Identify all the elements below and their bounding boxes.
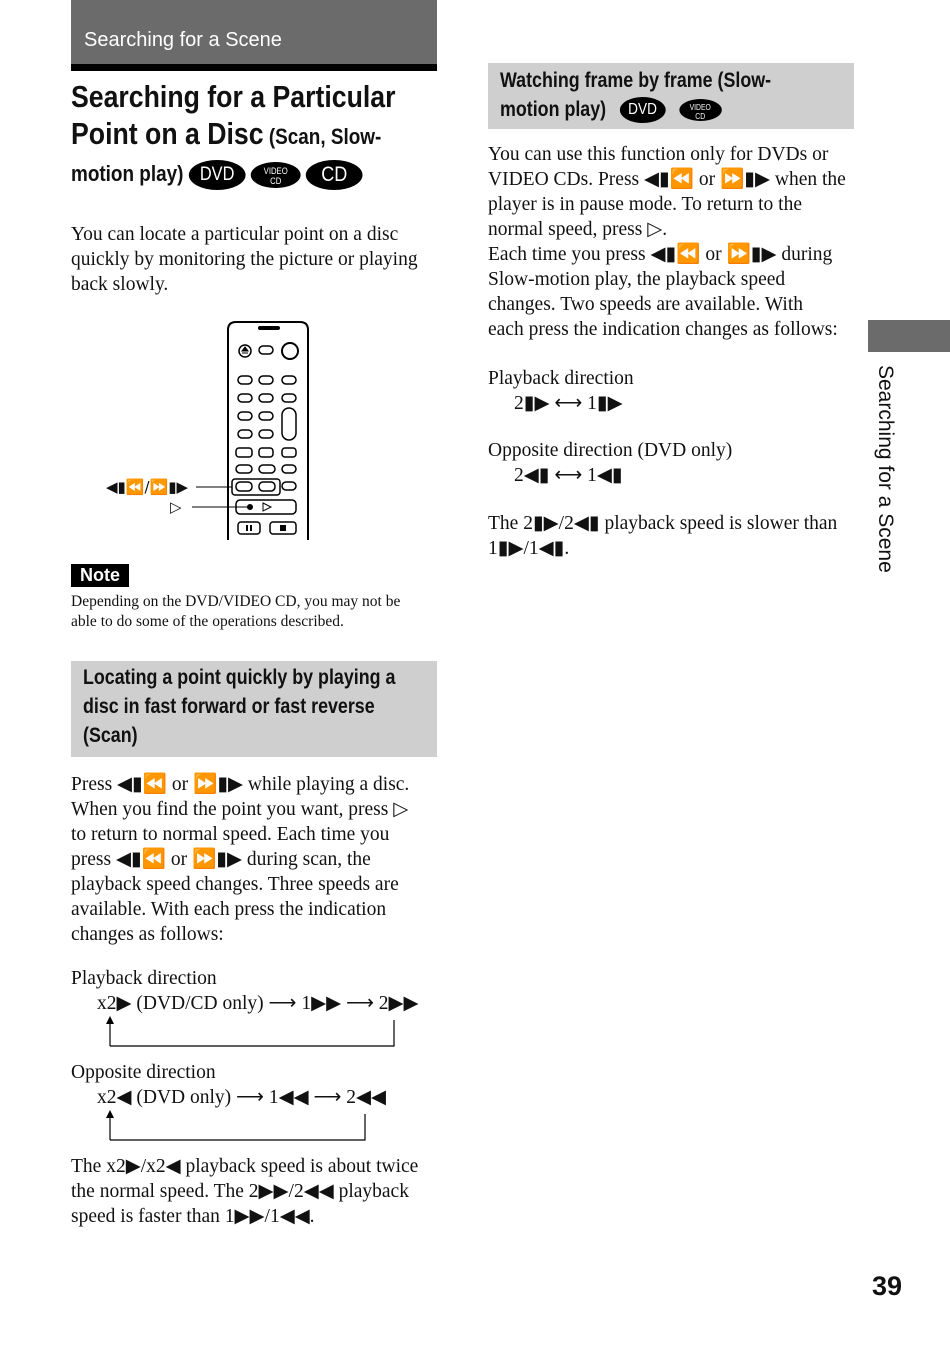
scan-reverse-sequence: x2◀ (DVD only) ⟶ 1◀◀ ⟶ 2◀◀: [97, 1087, 387, 1108]
scan-body-line: to return to normal speed. Each time you: [71, 824, 390, 845]
scan-body-line: changes as follows:: [71, 924, 224, 945]
section-header-label: Searching for a Scene: [84, 29, 282, 51]
slow-subheading: [488, 63, 854, 129]
slow-body-line: player is in pause mode. To return to the: [488, 194, 802, 215]
slow-body-line: You can use this function only for DVDs or: [488, 144, 829, 165]
note-line: able to do some of the operations described.: [71, 613, 344, 630]
slow-reverse-label: Opposite direction (DVD only): [488, 440, 733, 461]
section-header-bar: [71, 0, 437, 66]
scan-heading-line: (Scan): [83, 724, 138, 747]
scan-body: [71, 772, 443, 947]
remote-scan-label: ◀▮⏪/⏩▮▶: [106, 478, 188, 496]
side-tab-marker: [868, 320, 950, 352]
scan-reverse-label: Opposite direction: [71, 1062, 216, 1083]
slow-heading-line-2: [500, 95, 771, 124]
note-text: [71, 592, 441, 632]
intro-line: You can locate a particular point on a disc: [71, 224, 399, 245]
slow-forward-sequence: 2▮▶ ⟷ 1▮▶: [514, 393, 623, 414]
video-cd-badge-icon: [679, 99, 722, 121]
intro-paragraph: [71, 222, 443, 297]
scan-body-line: available. With each press the indication: [71, 899, 387, 920]
scan-footer-line: speed is faster than 1▶▶/1◀◀.: [71, 1206, 315, 1227]
slow-footer: [488, 511, 860, 561]
vcd-top: VIDEO: [689, 103, 711, 113]
page-number: 39: [872, 1271, 903, 1301]
slow-body-line: Each time you press ◀▮⏪ or ⏩▮▶ during: [488, 244, 833, 265]
vcd-bottom: CD: [695, 112, 706, 122]
remote-control-illustration: [100, 318, 320, 540]
intro-line: quickly by monitoring the picture or playing: [71, 249, 418, 270]
title-line-1: Searching for a Particular: [71, 79, 396, 114]
slow-body-line: VIDEO CDs. Press ◀▮⏪ or ⏩▮▶ when the: [488, 169, 846, 190]
slow-body: [488, 142, 860, 342]
scan-footer: [71, 1154, 443, 1229]
note-line: Depending on the DVD/VIDEO CD, you may not be: [71, 593, 401, 610]
slow-heading-text: motion play): [500, 98, 607, 121]
slow-body-line: changes. Two speeds are available. With: [488, 294, 803, 315]
scan-heading-line: disc in fast forward or fast reverse: [83, 695, 375, 718]
title-line-3-text: motion play): [71, 161, 184, 186]
scan-heading-line: Locating a point quickly by playing a: [83, 666, 396, 689]
scan-forward-sequence: x2▶ (DVD/CD only) ⟶ 1▶▶ ⟶ 2▶▶: [97, 993, 419, 1014]
cd-badge-icon: CD: [306, 160, 363, 190]
slow-heading-line: Watching frame by frame (Slow-: [500, 69, 772, 92]
slow-footer-line: 1▮▶/1◀▮.: [488, 538, 570, 559]
scan-body-line: When you find the point you want, press ▷: [71, 799, 409, 820]
video-cd-badge-icon: [251, 162, 301, 188]
note-tag: Note: [71, 564, 129, 587]
title-line-2: [71, 115, 391, 155]
scan-forward-label: Playback direction: [71, 968, 217, 989]
side-tab-label: Searching for a Scene: [874, 365, 897, 573]
slow-body-line: each press the indication changes as follows:: [488, 319, 838, 340]
title-line-2-small: (Scan, Slow-: [263, 124, 382, 149]
title-line-2-main: Point on a Disc: [71, 116, 264, 151]
dvd-badge-icon: DVD: [620, 97, 666, 123]
dvd-badge-icon: DVD: [189, 160, 246, 190]
slow-forward-label: Playback direction: [488, 368, 634, 389]
scan-subheading: [71, 661, 437, 757]
scan-body-line: playback speed changes. Three speeds are: [71, 874, 399, 895]
vcd-top: VIDEO: [263, 166, 288, 177]
remote-play-label: ▷: [170, 498, 182, 516]
scan-body-line: press ◀▮⏪ or ⏩▮▶ during scan, the: [71, 849, 371, 870]
page-title: [71, 78, 396, 192]
vcd-bottom: CD: [270, 176, 282, 187]
slow-body-line: Slow-motion play, the playback speed: [488, 269, 786, 290]
scan-reverse-loop-arrow: [100, 1108, 370, 1144]
scan-body-line: Press ◀▮⏪ or ⏩▮▶ while playing a disc.: [71, 774, 410, 795]
scan-forward-loop-arrow: [100, 1014, 400, 1050]
title-line-3: [71, 155, 391, 192]
slow-body-line: normal speed, press ▷.: [488, 219, 668, 240]
intro-line: back slowly.: [71, 274, 169, 295]
scan-footer-line: the normal speed. The 2▶▶/2◀◀ playback: [71, 1181, 409, 1202]
slow-reverse-sequence: 2◀▮ ⟷ 1◀▮: [514, 465, 623, 486]
slow-footer-line: The 2▮▶/2◀▮ playback speed is slower than: [488, 513, 838, 534]
scan-footer-line: The x2▶/x2◀ playback speed is about twice: [71, 1156, 419, 1177]
header-rule: [71, 64, 437, 71]
